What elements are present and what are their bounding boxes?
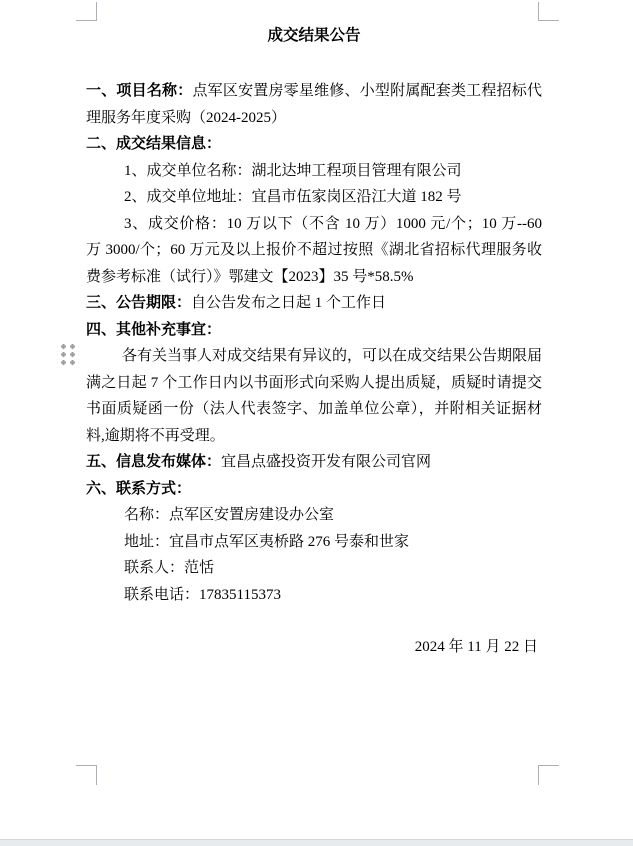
margin-crop-mark-bottom-left-icon xyxy=(76,765,97,785)
section-5-label: 五、信息发布媒体： xyxy=(86,453,222,470)
document-content xyxy=(86,25,542,661)
section-1-label: 一、项目名称： xyxy=(86,82,193,99)
contact-person: 联系人：范恬 xyxy=(124,560,215,576)
drag-handle-dots xyxy=(61,344,75,366)
drag-handle-icon[interactable] xyxy=(61,344,75,366)
section-2-item-2: 2、成交单位地址：宜昌市伍家岗区沿江大道 182 号 xyxy=(124,189,462,205)
contact-address: 地址：宜昌市点军区夷桥路 276 号泰和世家 xyxy=(124,533,410,550)
section-2-label: 二、成交结果信息： xyxy=(86,135,222,152)
document-title: 成交结果公告 xyxy=(267,27,361,44)
section-2-item-3: 3、成交价格：10 万以下（不含 10 万）1000 元/个；10 万--60 万 3000/个；60 万元及以上报价不超过按照《湖北省招标代理服务收费参考标准（试行）》鄂建文【2023】35 号*58.5% xyxy=(86,215,542,285)
section-3-notice-period xyxy=(86,290,542,317)
page-bottom-edge xyxy=(0,839,633,846)
section-1-project-name xyxy=(86,78,542,131)
document-date: 2024 年 11 月 22 日 xyxy=(414,639,538,655)
section-3-text: 自公告发布之日起 1 个工作日 xyxy=(191,295,387,311)
margin-crop-mark-bottom-right-icon xyxy=(538,765,559,785)
section-4-heading xyxy=(86,317,542,344)
margin-crop-mark-top-left-icon xyxy=(76,2,97,21)
section-2-heading xyxy=(86,131,542,158)
section-2-item-1: 1、成交单位名称：湖北达坤工程项目管理有限公司 xyxy=(124,162,462,179)
section-4-label: 四、其他补充事宜： xyxy=(86,320,222,338)
contact-phone: 联系电话：17835115373 xyxy=(124,586,281,603)
section-6-label: 六、联系方式： xyxy=(86,479,192,497)
section-5-text: 宜昌点盛投资开发有限公司官网 xyxy=(221,454,432,470)
contact-name: 名称：点军区安置房建设办公室 xyxy=(124,507,335,523)
section-1-text: 点军区安置房零星维修、小型附属配套类工程招标代理服务年度采购（2024-2025） xyxy=(86,83,542,126)
section-5-media xyxy=(86,449,542,476)
section-3-label: 三、公告期限： xyxy=(86,294,192,311)
section-4-body: 各有关当事人对成交结果有异议的，可以在成交结果公告期限届满之日起 7 个工作日内以书面形式向采购人提出质疑，质疑时请提交书面质疑函一份（法人代表签字、加盖单位公章），并附相关证据材料,逾期将不再受理。 xyxy=(86,348,543,444)
section-6-heading xyxy=(86,476,542,503)
margin-crop-mark-top-right-icon xyxy=(538,2,559,21)
